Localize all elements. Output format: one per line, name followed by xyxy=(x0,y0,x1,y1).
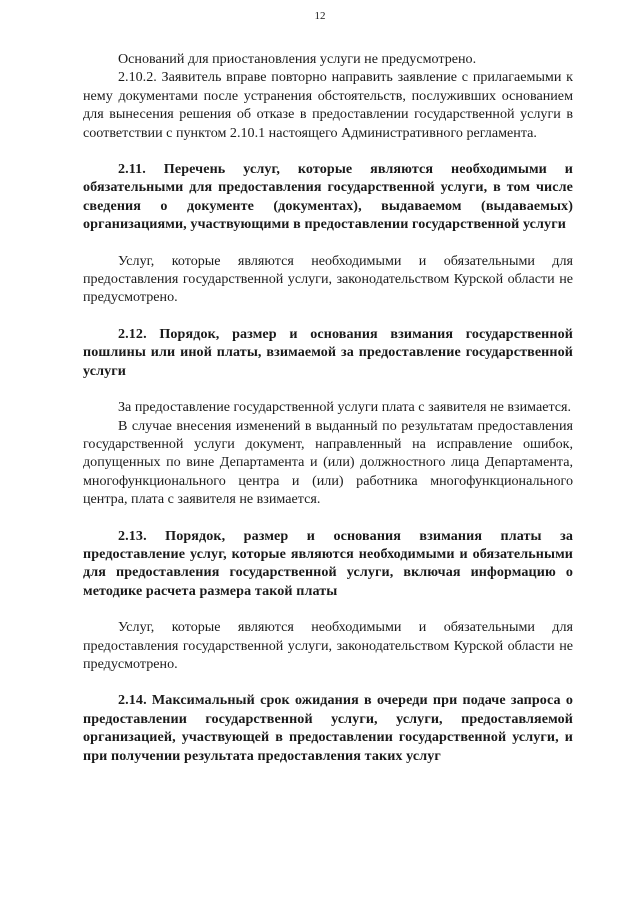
heading-2-13: 2.13. Порядок, размер и основания взимания платы за предоставление услуг, которые являются необходимыми и обязательными для предоставления государственной услуги, включая информацию о методике расчета размера такой платы xyxy=(83,527,573,599)
page-number: 12 xyxy=(314,10,326,22)
heading-2-14: 2.14. Максимальный срок ожидания в очереди при подаче запроса о предоставлении государственной услуги, услуги, предоставляемой организацией, участвующей в предоставлении государственной услуги, и при получении результата предоставления таких услуг xyxy=(83,692,573,764)
document-body xyxy=(83,50,573,765)
heading-2-11: 2.11. Перечень услуг, которые являются необходимыми и обязательными для предоставления государственной услуги, в том числе сведения о документе (документах), выдаваемом (выдаваемых) организациями, участвующими в предоставлении государственной услуги xyxy=(83,161,573,233)
paragraph-2-13-body: Услуг, которые являются необходимыми и обязательными для предоставления государственной услуги, законодательством Курской области не предусмотрено. xyxy=(83,619,573,672)
paragraph-2-10-2: 2.10.2. Заявитель вправе повторно направить заявление с прилагаемыми к нему документами после устранения обстоятельств, послуживших основанием для вынесения решения об отказе в предоставлении государственной услуги в соответствии с пунктом 2.10.1 настоящего Административного регламента. xyxy=(83,69,573,141)
paragraph-2-12-fee: За предоставление государственной услуги плата с заявителя не взимается. xyxy=(118,399,572,416)
heading-2-12: 2.12. Порядок, размер и основания взимания государственной пошлины или иной платы, взимаемой за предоставление государственной услуги xyxy=(83,325,573,379)
paragraph-no-suspension: Оснований для приостановления услуги не предусмотрено. xyxy=(118,51,477,67)
paragraph-2-12-corrections: В случае внесения изменений в выданный по результатам предоставления государственной услуги документ, направленный на исправление ошибок, допущенных по вине Департамента и (или) должностного лица Департамента, многофункционального центра и (или) работника многофункционального центра, плата с заявителя не взимается. xyxy=(83,417,573,508)
paragraph-2-11-body: Услуг, которые являются необходимыми и обязательными для предоставления государственной услуги, законодательством Курской области не предусмотрено. xyxy=(83,252,573,306)
